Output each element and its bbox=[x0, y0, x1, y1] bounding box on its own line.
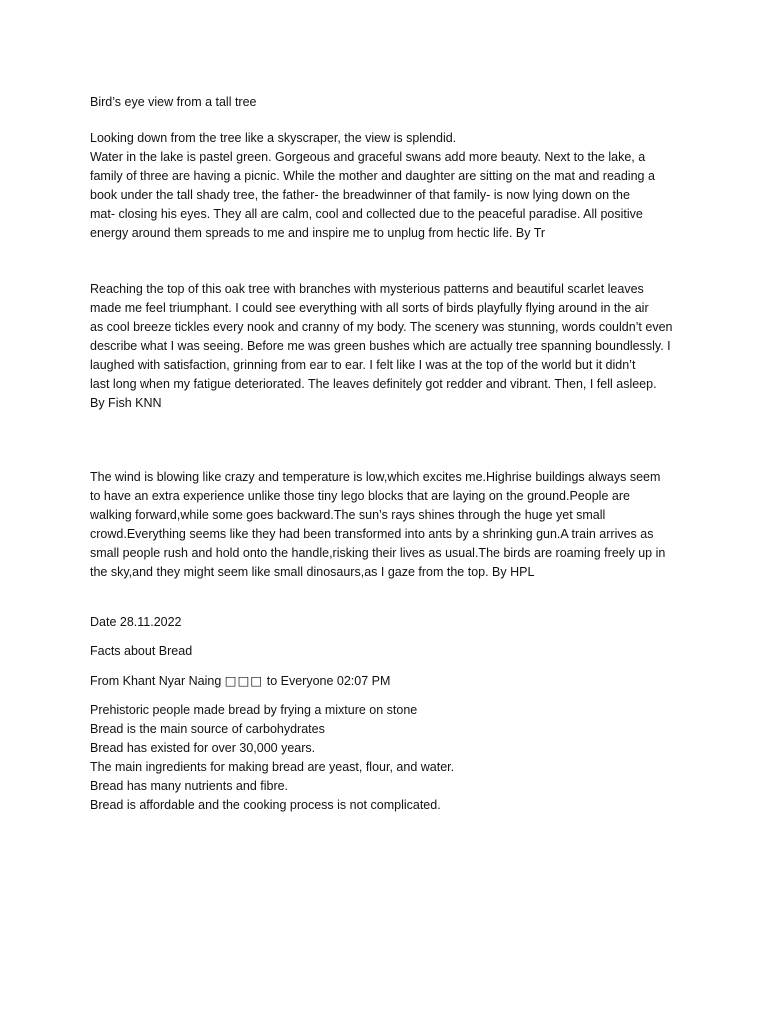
date-line: Date 28.11.2022 bbox=[90, 615, 182, 629]
story-3-line: The wind is blowing like crazy and temperature is low,which excites me.Highrise buildings always seem bbox=[90, 470, 661, 484]
story-2-line: laughed with satisfaction, grinning from ear to ear. I felt like I was at the top of the world but it didn’t bbox=[90, 358, 636, 372]
story-3-line: small people rush and hold onto the handle,risking their lives as usual.The birds are roaming freely up in bbox=[90, 546, 666, 560]
story-paragraph-2 bbox=[90, 280, 690, 413]
bread-fact: Prehistoric people made bread by frying a mixture on stone bbox=[90, 703, 418, 717]
paragraph-spacer bbox=[90, 582, 690, 613]
paragraph-spacer bbox=[90, 243, 690, 280]
missing-glyph-icon: □□□ bbox=[224, 673, 264, 688]
story-1-line: family of three are having a picnic. While the mother and daughter are sitting on the mat and reading a bbox=[90, 169, 655, 183]
story-1-line: Water in the lake is pastel green. Gorgeous and graceful swans add more beauty. Next to the lake, a bbox=[90, 150, 646, 164]
chat-from: From Khant Nyar Naing bbox=[90, 674, 222, 688]
document-title: Bird’s eye view from a tall tree bbox=[90, 95, 257, 109]
story-2-line: By Fish KNN bbox=[90, 396, 162, 410]
story-3-line: to have an extra experience unlike those tiny lego blocks that are laying on the ground.People are bbox=[90, 489, 630, 503]
story-3-line: the sky,and they might seem like small dinosaurs,as I gaze from the top. By HPL bbox=[90, 565, 535, 579]
story-1-line: book under the tall shady tree, the father- the breadwinner of that family- is now lying down on the bbox=[90, 188, 630, 202]
story-3-line: walking forward,while some goes backward.The sun’s rays shines through the huge yet small bbox=[90, 508, 606, 522]
story-2-line: made me feel triumphant. I could see everything with all sorts of birds playfully flying around in the air bbox=[90, 301, 649, 315]
story-paragraph-1 bbox=[90, 129, 690, 243]
bread-facts-list bbox=[90, 701, 690, 815]
story-paragraph-3 bbox=[90, 468, 690, 582]
story-3-line: crowd.Everything seems like they had been transformed into ants by a shrinking gun.A train arrives as bbox=[90, 527, 654, 541]
paragraph-spacer bbox=[90, 413, 690, 468]
chat-to: to Everyone 02:07 PM bbox=[266, 674, 391, 688]
story-2-line: Reaching the top of this oak tree with branches with mysterious patterns and beautiful scarlet leaves bbox=[90, 282, 644, 296]
story-1-line: mat- closing his eyes. They all are calm, cool and collected due to the peaceful paradise. All positive bbox=[90, 207, 643, 221]
document-page bbox=[90, 93, 690, 815]
bread-fact: Bread is the main source of carbohydrates bbox=[90, 722, 325, 736]
bread-fact: The main ingredients for making bread are yeast, flour, and water. bbox=[90, 760, 455, 774]
bread-fact: Bread is affordable and the cooking process is not complicated. bbox=[90, 798, 441, 812]
story-2-line: describe what I was seeing. Before me was green bushes which are actually tree spanning boundlessly. I bbox=[90, 339, 671, 353]
bread-fact: Bread has many nutrients and fibre. bbox=[90, 779, 289, 793]
story-1-line: energy around them spreads to me and inspire me to unplug from hectic life. By Tr bbox=[90, 226, 546, 240]
story-1-line: Looking down from the tree like a skyscraper, the view is splendid. bbox=[90, 131, 457, 145]
chat-line bbox=[90, 671, 690, 691]
facts-title: Facts about Bread bbox=[90, 644, 193, 658]
story-2-line: as cool breeze tickles every nook and cranny of my body. The scenery was stunning, words couldn’t even bbox=[90, 320, 673, 334]
story-2-line: last long when my fatigue deteriorated. The leaves definitely got redder and vibrant. Then, I fell asleep. bbox=[90, 377, 657, 391]
bread-fact: Bread has existed for over 30,000 years. bbox=[90, 741, 316, 755]
